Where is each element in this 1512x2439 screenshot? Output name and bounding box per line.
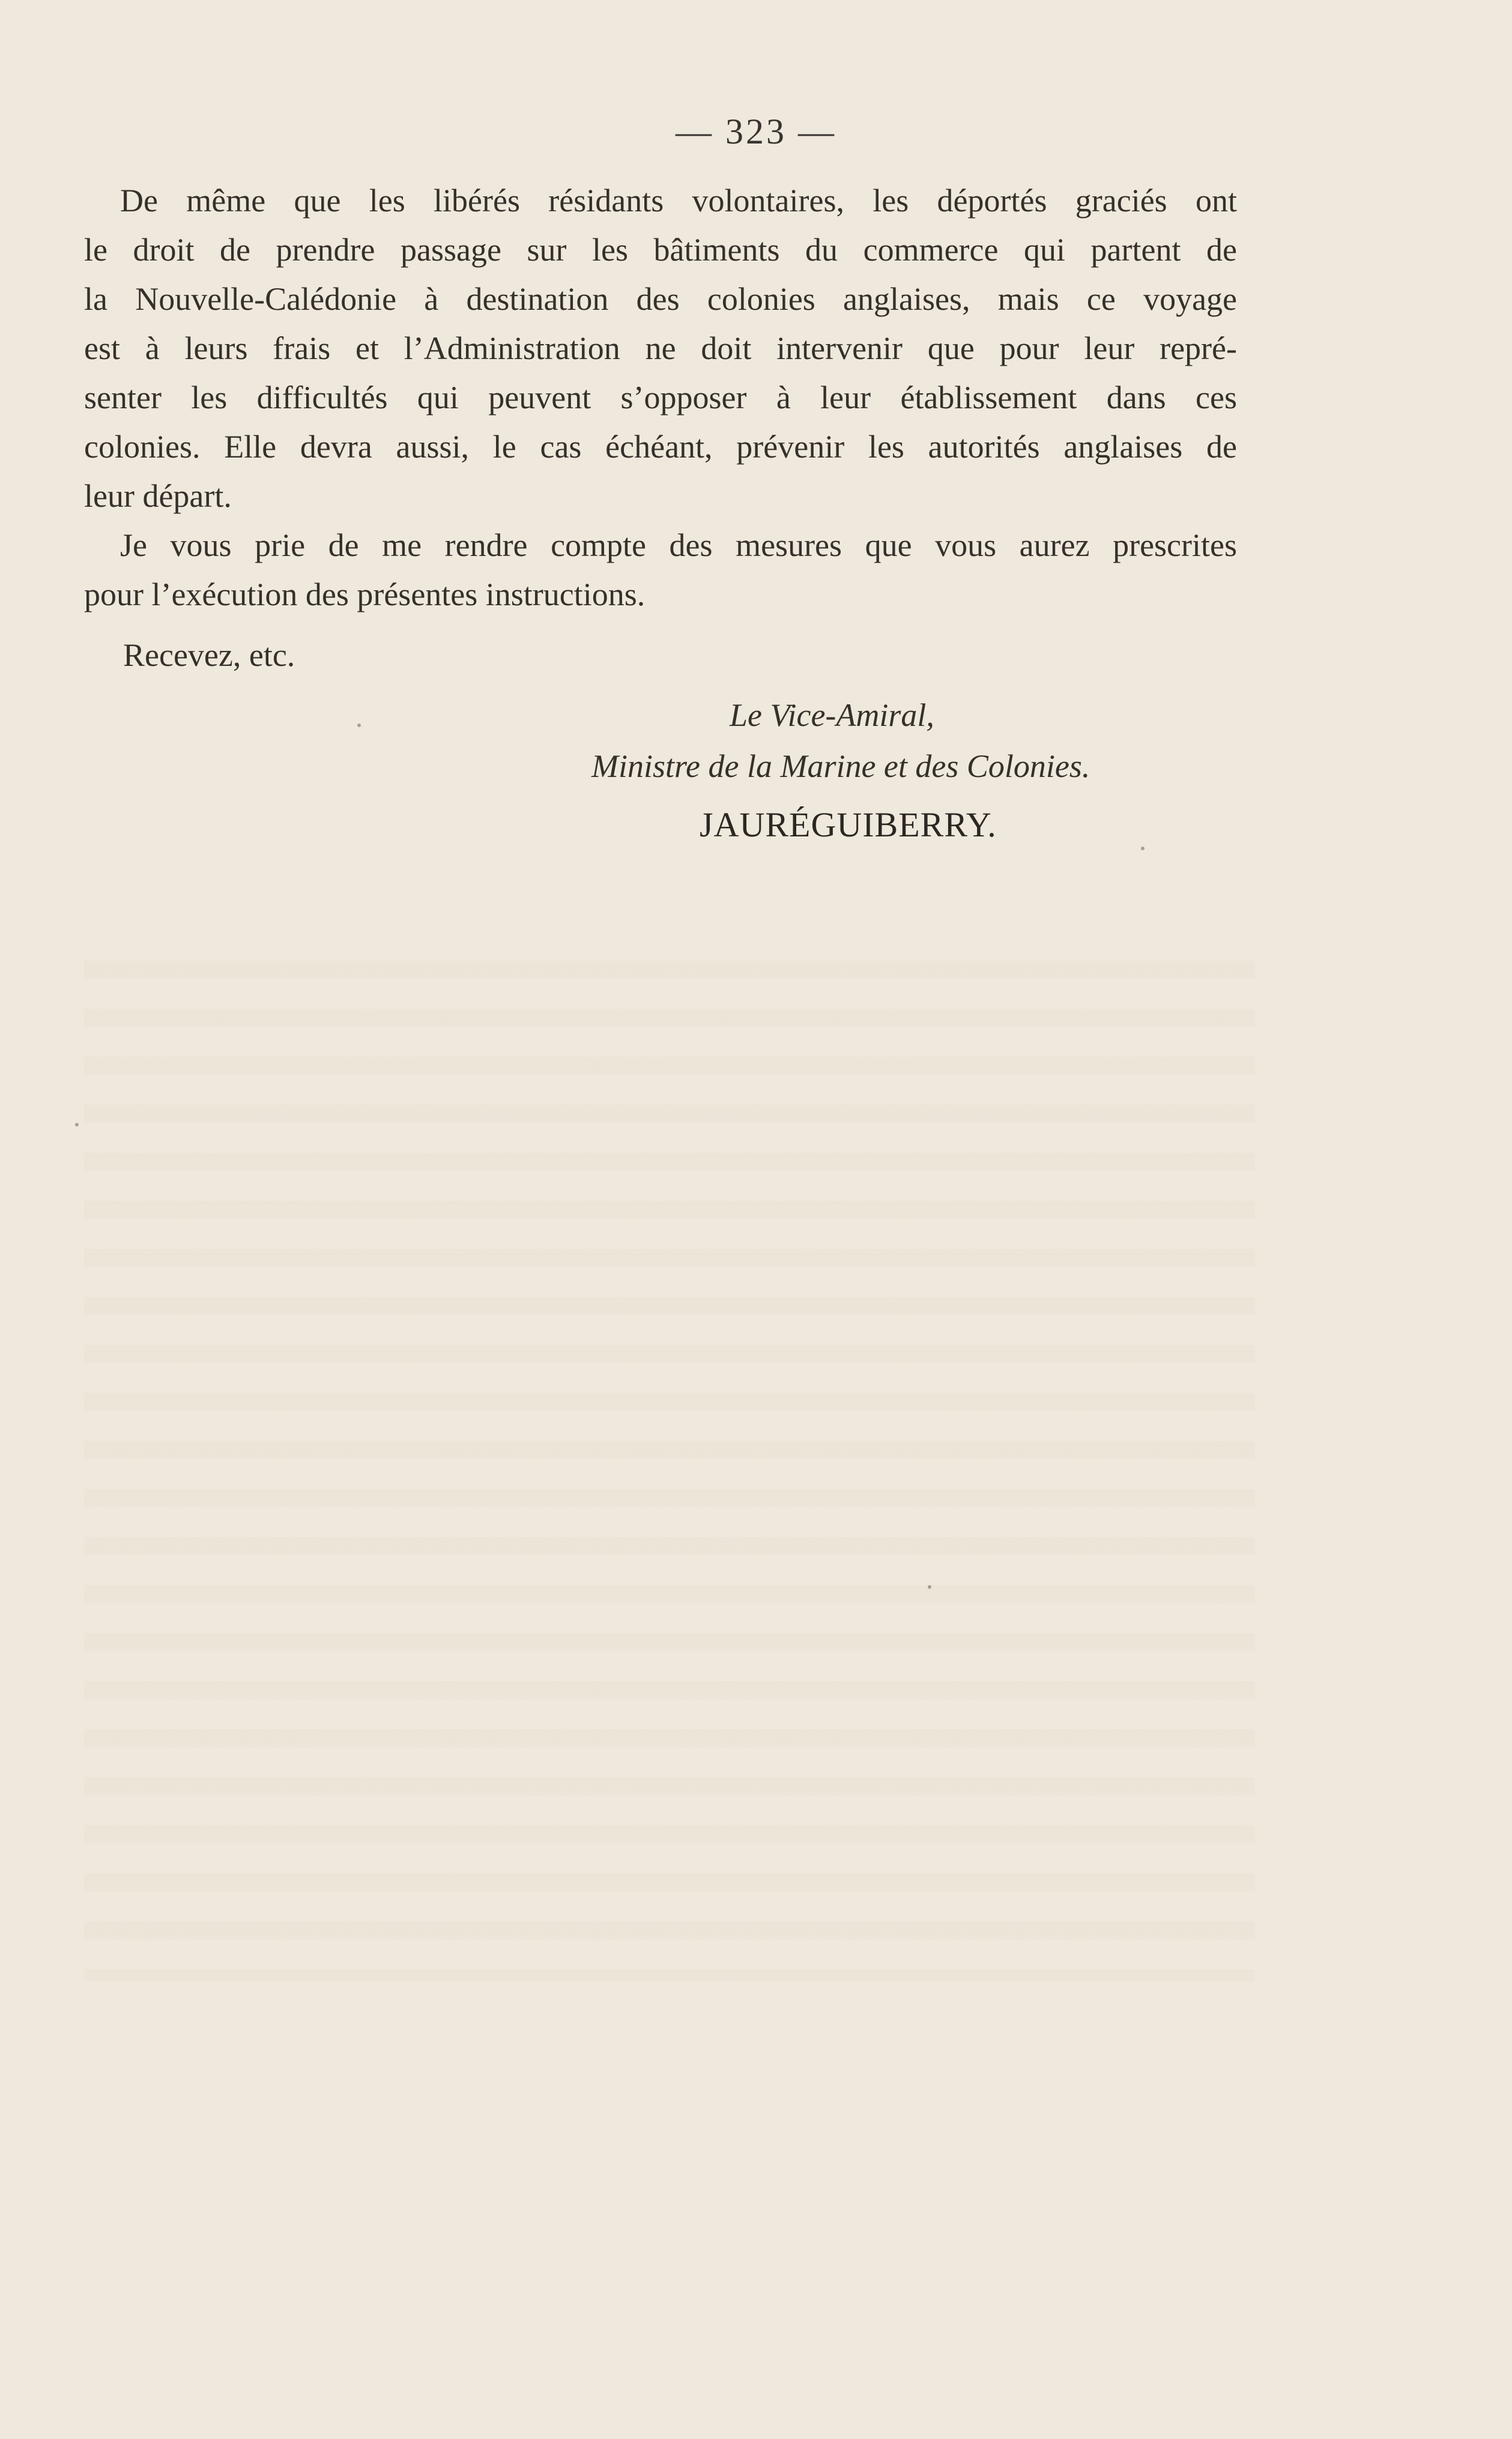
signature-title: Le Vice-Amiral,	[730, 697, 934, 733]
signature-name: JAURÉGUIBERRY.	[700, 805, 997, 844]
paper-speck	[1141, 847, 1145, 850]
paragraph-1	[84, 176, 1237, 521]
page-number: — 323 —	[676, 112, 836, 151]
paragraph-2	[84, 521, 1237, 619]
paper-speck	[357, 724, 361, 727]
paragraph-2-line: pour l’exécution des présentes instructions.	[84, 576, 646, 612]
paper-speck	[75, 1123, 79, 1126]
paragraph-1-line: le droit de prendre passage sur les bâtiments du commerce qui partent de	[84, 232, 1237, 268]
paragraph-1-line: est à leurs frais et l’Administration ne doit intervenir que pour leur repré-	[84, 330, 1237, 366]
closing-formula: Recevez, etc.	[123, 637, 295, 673]
paper-speck	[928, 1585, 931, 1589]
paragraph-1-line: colonies. Elle devra aussi, le cas échéant, prévenir les autorités anglaises de	[84, 429, 1237, 465]
paragraph-1-line: leur départ.	[84, 478, 232, 514]
signature-ministry: Ministre de la Marine et des Colonies.	[591, 748, 1090, 784]
paragraph-2-line: Je vous prie de me rendre compte des mesures que vous aurez prescrites	[120, 527, 1237, 563]
paragraph-1-line: senter les difficultés qui peuvent s’opposer à leur établissement dans ces	[84, 379, 1237, 416]
show-through-background	[84, 961, 1255, 1981]
paragraph-1-line: De même que les libérés résidants volontaires, les déportés graciés ont	[120, 183, 1237, 219]
paragraph-1-line: la Nouvelle-Calédonie à destination des colonies anglaises, mais ce voyage	[84, 281, 1237, 317]
